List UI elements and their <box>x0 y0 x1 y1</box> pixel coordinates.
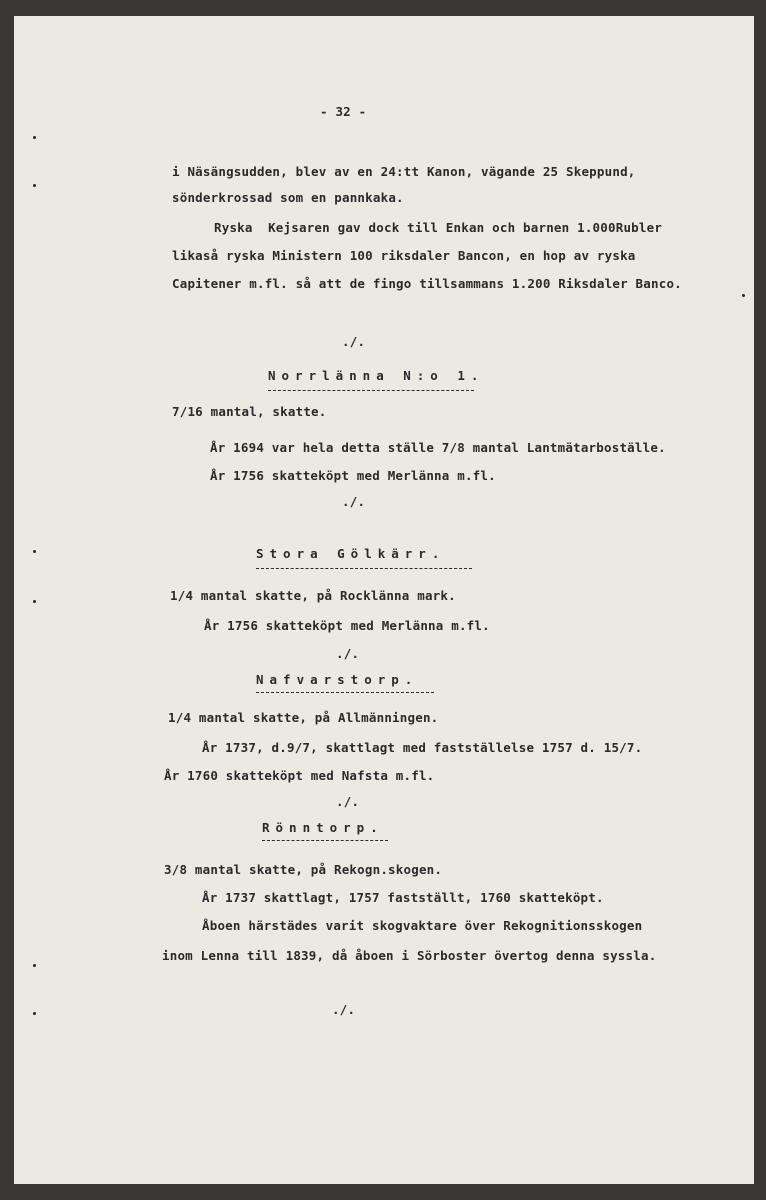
text-line: i Näsängsudden, blev av en 24:tt Kanon, vägande 25 Skeppund, <box>172 164 636 179</box>
section-heading: Norrlänna N:o 1. <box>268 368 485 383</box>
text-line: likaså ryska Ministern 100 riksdaler Bancon, en hop av ryska <box>172 248 636 263</box>
text-line: 3/8 mantal skatte, på Rekogn.skogen. <box>164 862 443 877</box>
heading-underline <box>256 568 472 569</box>
document-page <box>14 16 754 1184</box>
section-separator: ./. <box>336 646 360 661</box>
closing-separator: ./. <box>332 1002 356 1017</box>
margin-mark <box>742 294 745 297</box>
text-line: 7/16 mantal, skatte. <box>172 404 327 419</box>
heading-underline <box>268 390 474 391</box>
section-heading: Stora Gölkärr. <box>256 546 446 561</box>
binder-hole <box>33 600 36 603</box>
section-separator: ./. <box>336 794 360 809</box>
text-line: Capitener m.fl. så att de fingo tillsammans 1.200 Riksdaler Banco. <box>172 276 682 291</box>
text-line: Ryska Kejsaren gav dock till Enkan och barnen 1.000Rubler <box>214 220 663 235</box>
heading-underline <box>256 692 434 693</box>
text-line: Åboen härstädes varit skogvaktare över Rekognitionsskogen <box>202 918 643 933</box>
section-heading: Nafvarstorp. <box>256 672 419 687</box>
text-line: 1/4 mantal skatte, på Rocklänna mark. <box>170 588 456 603</box>
binder-hole <box>33 1012 36 1015</box>
text-line: År 1737, d.9/7, skattlagt med fastställelse 1757 d. 15/7. <box>202 740 643 755</box>
text-line: År 1694 var hela detta ställe 7/8 mantal Lantmätarboställe. <box>210 440 666 455</box>
text-line: 1/4 mantal skatte, på Allmänningen. <box>168 710 439 725</box>
section-separator: ./. <box>342 494 366 509</box>
text-line: År 1737 skattlagt, 1757 fastställt, 1760 skatteköpt. <box>202 890 604 905</box>
section-separator: ./. <box>342 334 366 349</box>
binder-hole <box>33 136 36 139</box>
binder-hole <box>33 964 36 967</box>
binder-hole <box>33 184 36 187</box>
section-heading: Rönntorp. <box>262 820 384 835</box>
text-line: År 1760 skatteköpt med Nafsta m.fl. <box>164 768 435 783</box>
heading-underline <box>262 840 388 841</box>
text-line: År 1756 skatteköpt med Merlänna m.fl. <box>204 618 490 633</box>
text-line: År 1756 skatteköpt med Merlänna m.fl. <box>210 468 496 483</box>
binder-hole <box>33 550 36 553</box>
page-number: - 32 - <box>320 104 367 119</box>
text-line: sönderkrossad som en pannkaka. <box>172 190 404 205</box>
text-line: inom Lenna till 1839, då åboen i Sörboster övertog denna syssla. <box>162 948 657 963</box>
